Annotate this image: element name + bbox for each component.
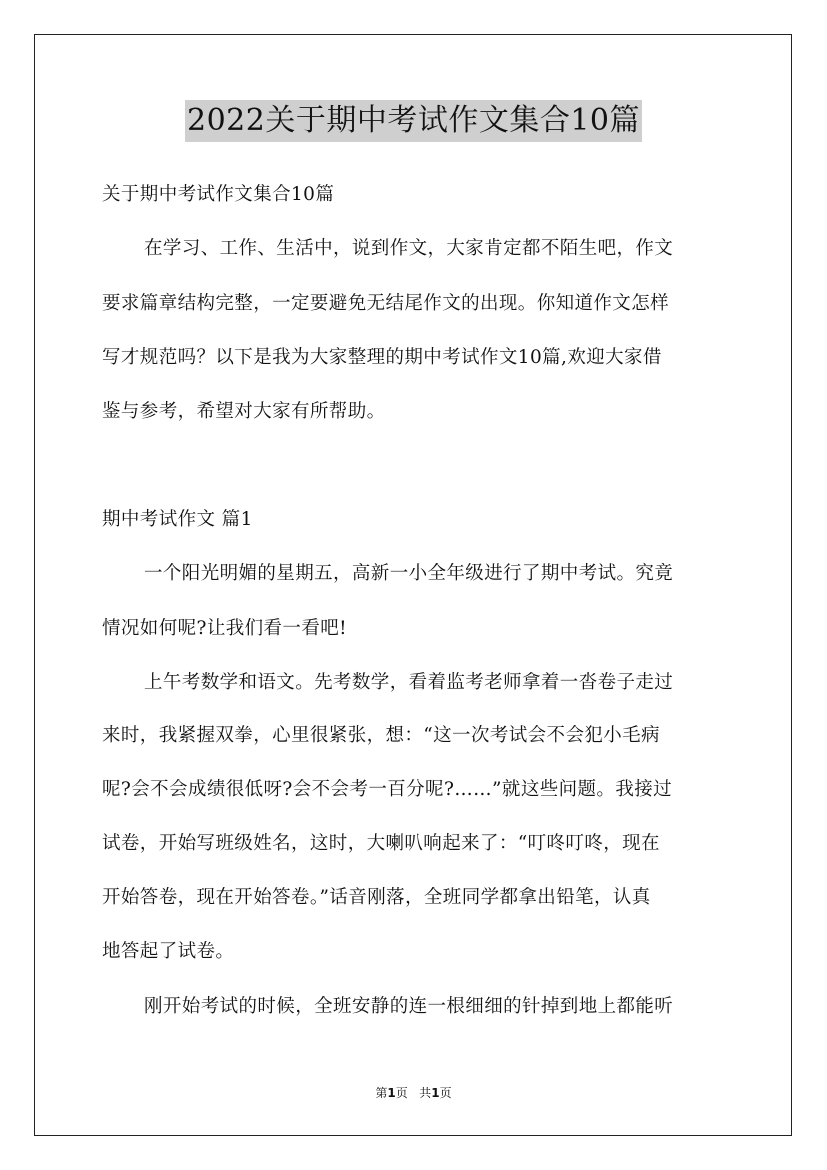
total-pages: 1 [431,1086,440,1100]
page-footer [0,1084,827,1101]
body-line-9: 刚开始考试的时候，全班安静的连一根细细的针掉到地上都能听 [144,996,674,1017]
document-title: 2022关于期中考试作文集合10篇 [185,100,642,142]
document-subtitle: 关于期中考试作文集合10篇 [102,184,335,205]
page-number: 1 [387,1086,396,1100]
body-line-4: 来时，我紧握双拳，心里很紧张，想：“这一次考试会不会犯小毛病 [102,725,660,746]
body-line-6: 试卷，开始写班级姓名，这时，大喇叭响起来了：“叮咚叮咚，现在 [102,833,660,854]
total-prefix: 共 [419,1086,432,1100]
page-prefix: 第 [375,1086,388,1100]
body-line-2: 情况如何呢?让我们看一看吧! [102,618,347,639]
section-heading: 期中考试作文 篇1 [102,509,253,530]
page-suffix: 页 [395,1086,408,1100]
intro-line-2: 要求篇章结构完整，一定要避免无结尾作文的出现。你知道作文怎样 [102,293,670,314]
intro-line-3: 写才规范吗？以下是我为大家整理的期中考试作文10篇,欢迎大家借 [102,347,662,368]
title-container [0,100,827,142]
body-line-3: 上午考数学和语文。先考数学，看着监考老师拿着一沓卷子走过 [144,672,674,693]
body-line-7: 开始答卷，现在开始答卷。”话音刚落，全班同学都拿出铅笔，认真 [102,887,651,908]
body-line-1: 一个阳光明媚的星期五，高新一小全年级进行了期中考试。究竟 [144,563,674,584]
body-line-5: 呢?会不会成绩很低呀?会不会考一百分呢?……”就这些问题。我接过 [102,779,673,800]
intro-line-1: 在学习、工作、生活中，说到作文，大家肯定都不陌生吧，作文 [144,238,674,259]
total-suffix: 页 [439,1086,452,1100]
body-line-8: 地答起了试卷。 [102,941,235,962]
intro-line-4: 鉴与参考，希望对大家有所帮助。 [102,401,386,422]
